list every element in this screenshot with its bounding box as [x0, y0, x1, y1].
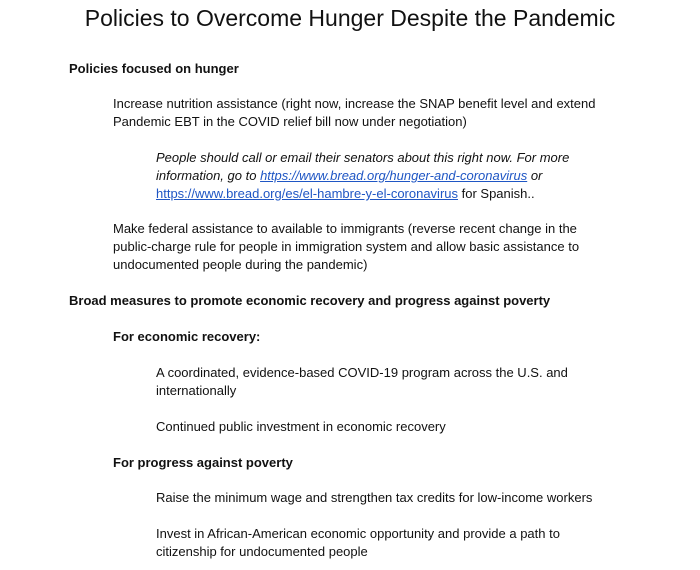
note-text-middle: or [527, 168, 543, 183]
list-item: A coordinated, evidence-based COVID-19 program across the U.S. and internationally [156, 365, 568, 398]
page-title: Policies to Overcome Hunger Despite the Pandemic [84, 5, 616, 31]
immigrant-assistance-paragraph: Make federal assistance to available to immigrants (reverse recent change in the public-charge rule for people in immigration system and allow basic assistance to undocumented people during the pandemic) [113, 221, 580, 272]
note-text-after: for Spanish.. [458, 186, 535, 201]
hunger-coronavirus-link[interactable]: https://www.bread.org/hunger-and-coronavirus [260, 168, 528, 183]
list-item: Invest in African-American economic opportunity and provide a path to citizenship for undocumented people [156, 526, 560, 559]
list-item: Continued public investment in economic recovery [156, 419, 446, 434]
subheading-progress-against-poverty: For progress against poverty [113, 455, 293, 470]
nutrition-assistance-paragraph: Increase nutrition assistance (right now, increase the SNAP benefit level and extend Pandemic EBT in the COVID relief bill now under negotiation) [113, 96, 596, 129]
list-item: Raise the minimum wage and strengthen tax credits for low-income workers [156, 490, 593, 505]
section-heading-economic-recovery: Broad measures to promote economic recovery and progress against poverty [69, 293, 551, 308]
section-heading-hunger: Policies focused on hunger [69, 61, 239, 76]
call-senators-note [156, 149, 596, 203]
note-text-before: People should call or email their senators about this right now. For more information, go to [156, 150, 570, 183]
subheading-economic-recovery: For economic recovery: [113, 329, 261, 344]
spanish-coronavirus-link[interactable]: https://www.bread.org/es/el-hambre-y-el-coronavirus [156, 186, 459, 201]
